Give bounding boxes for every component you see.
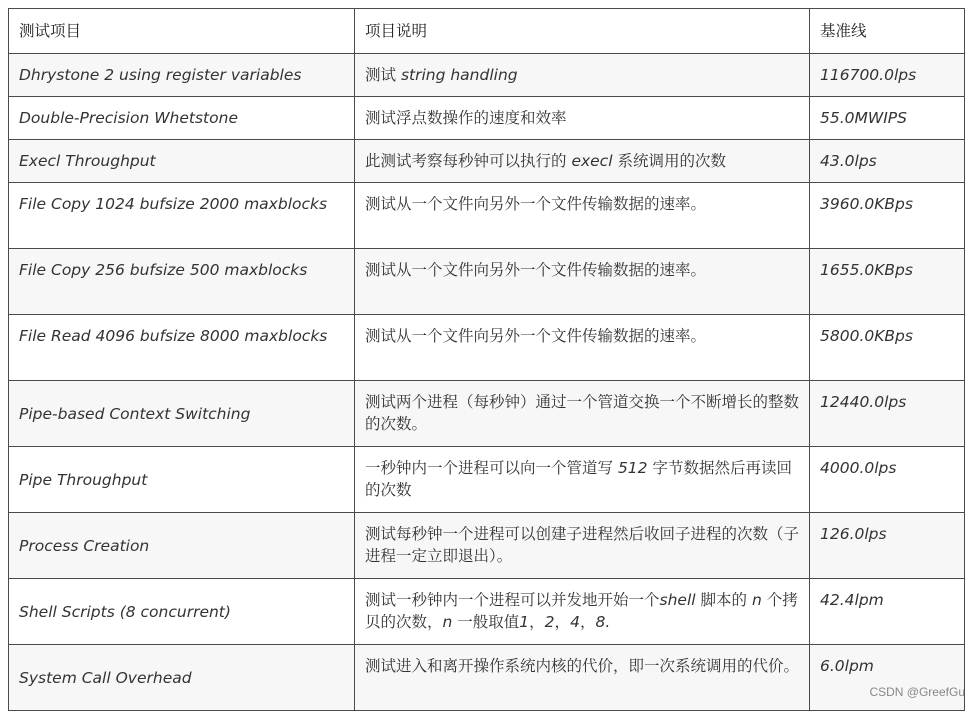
description-segment: 测试从一个文件向另外一个文件传输数据的速率。 <box>365 261 707 279</box>
table-row <box>9 447 965 513</box>
cell-baseline: 1655.0KBps <box>810 249 965 315</box>
description-segment: 测试从一个文件向另外一个文件传输数据的速率。 <box>365 195 707 213</box>
cell-test-item: File Copy 1024 bufsize 2000 maxblocks <box>9 183 355 249</box>
description-segment: 测试一秒钟内一个进程可以并发地开始一个 <box>365 591 660 609</box>
description-segment: 4 <box>570 613 580 631</box>
description-segment: ， <box>554 613 571 631</box>
description-segment: 脚本的 <box>695 591 752 609</box>
header-test-item: 测试项目 <box>9 9 355 54</box>
description-segment: 此测试考察每秒钟可以执行的 <box>365 152 572 170</box>
cell-test-item: File Copy 256 bufsize 500 maxblocks <box>9 249 355 315</box>
cell-test-item: Pipe-based Context Switching <box>9 381 355 447</box>
description-segment: 2 <box>544 613 555 631</box>
cell-test-item: Shell Scripts (8 concurrent) <box>9 579 355 645</box>
cell-description <box>355 513 810 579</box>
cell-description <box>355 140 810 183</box>
cell-test-item: Process Creation <box>9 513 355 579</box>
table-row <box>9 183 965 249</box>
cell-baseline: 126.0lps <box>810 513 965 579</box>
description-segment: n <box>751 591 762 609</box>
cell-description <box>355 97 810 140</box>
header-baseline: 基准线 <box>810 9 965 54</box>
table-row <box>9 381 965 447</box>
description-segment: 测试进入和离开操作系统内核的代价，即一次系统调用的代价。 <box>365 657 800 675</box>
cell-description <box>355 579 810 645</box>
description-segment: 512 <box>617 459 648 477</box>
cell-baseline: 3960.0KBps <box>810 183 965 249</box>
table-row <box>9 513 965 579</box>
cell-description <box>355 315 810 381</box>
description-segment: string handling <box>400 66 518 84</box>
description-segment: 一秒钟内一个进程可以向一个管道写 <box>365 459 618 477</box>
cell-test-item: System Call Overhead <box>9 645 355 711</box>
cell-baseline: 6.0lpm <box>810 645 965 711</box>
cell-description <box>355 54 810 97</box>
cell-description <box>355 645 810 711</box>
table-row <box>9 579 965 645</box>
cell-baseline: 42.4lpm <box>810 579 965 645</box>
cell-baseline: 116700.0lps <box>810 54 965 97</box>
cell-test-item: File Read 4096 bufsize 8000 maxblocks <box>9 315 355 381</box>
description-segment: 个拷贝的次数， <box>365 591 798 631</box>
cell-baseline: 5800.0KBps <box>810 315 965 381</box>
cell-description <box>355 447 810 513</box>
table-row <box>9 249 965 315</box>
description-segment: 测试浮点数操作的速度和效率 <box>365 109 567 127</box>
cell-description <box>355 249 810 315</box>
cell-baseline: 4000.0lps <box>810 447 965 513</box>
description-segment: 一般取值 <box>452 613 520 631</box>
cell-baseline: 55.0MWIPS <box>810 97 965 140</box>
table-row <box>9 645 965 711</box>
description-segment: shell <box>659 591 696 609</box>
description-segment: execl <box>571 152 613 170</box>
description-segment: n <box>442 613 453 631</box>
description-segment: 测试两个进程（每秒钟）通过一个管道交换一个不断增长的整数的次数。 <box>365 393 800 433</box>
description-segment: 测试每秒钟一个进程可以创建子进程然后收回子进程的次数（子进程一定立即退出）。 <box>365 525 800 565</box>
cell-test-item: Dhrystone 2 using register variables <box>9 54 355 97</box>
description-segment: ， <box>579 613 596 631</box>
cell-test-item: Double-Precision Whetstone <box>9 97 355 140</box>
description-segment: 测试从一个文件向另外一个文件传输数据的速率。 <box>365 327 707 345</box>
table-row <box>9 54 965 97</box>
description-segment: 系统调用的次数 <box>612 152 726 170</box>
table-header-row <box>9 9 965 54</box>
cell-description <box>355 183 810 249</box>
cell-baseline: 43.0lps <box>810 140 965 183</box>
description-segment: ， <box>529 613 545 631</box>
description-segment: 测试 <box>365 66 401 84</box>
cell-test-item: Execl Throughput <box>9 140 355 183</box>
table-row <box>9 315 965 381</box>
table-body <box>9 54 965 711</box>
cell-test-item: Pipe Throughput <box>9 447 355 513</box>
description-segment: 1 <box>519 613 530 631</box>
benchmark-table <box>8 8 965 711</box>
description-segment: 8. <box>595 613 611 631</box>
table-row <box>9 97 965 140</box>
header-description: 项目说明 <box>355 9 810 54</box>
description-segment: 字节数据然后再读回的次数 <box>365 459 792 499</box>
cell-description <box>355 381 810 447</box>
table-row <box>9 140 965 183</box>
cell-baseline: 12440.0lps <box>810 381 965 447</box>
watermark: CSDN @GreefGu <box>869 685 965 699</box>
